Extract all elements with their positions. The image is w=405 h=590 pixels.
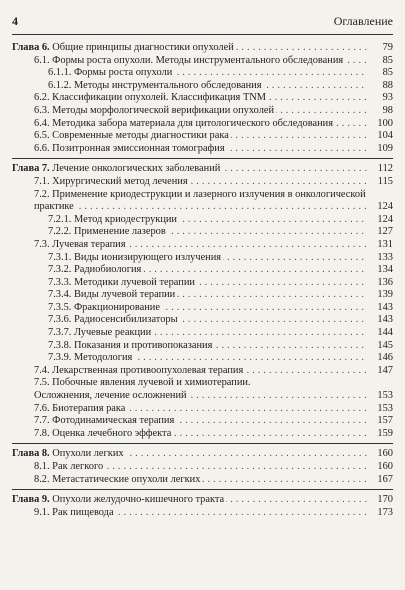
table-of-contents bbox=[12, 42, 393, 526]
toc-entry-text bbox=[34, 377, 367, 390]
toc-entry[interactable] bbox=[12, 92, 393, 105]
chapter-label: Глава 9. bbox=[12, 494, 50, 506]
chapter-label: Глава 8. bbox=[12, 448, 50, 460]
toc-entry-text bbox=[12, 448, 367, 461]
toc-entry[interactable] bbox=[12, 143, 393, 156]
toc-page-number: 173 bbox=[367, 507, 393, 520]
toc-entry[interactable] bbox=[12, 252, 393, 265]
entry-title: 7.6. Биотерапия рака bbox=[34, 402, 126, 414]
entry-title: 7.3.2. Радиобиология bbox=[48, 264, 142, 276]
toc-entry[interactable] bbox=[12, 340, 393, 353]
entry-title: 7.3.3. Методики лучевой терапии bbox=[48, 276, 195, 288]
entry-title: 7.3.1. Виды ионизирующего излучения bbox=[48, 251, 222, 263]
toc-page-number: 145 bbox=[367, 340, 393, 353]
toc-entry[interactable] bbox=[12, 289, 393, 302]
toc-chapter-section bbox=[12, 448, 393, 490]
toc-page-number: 109 bbox=[367, 143, 393, 156]
toc-entry[interactable] bbox=[12, 226, 393, 239]
toc-entry[interactable] bbox=[12, 403, 393, 416]
toc-page-number: 153 bbox=[367, 403, 393, 416]
toc-entry-text bbox=[34, 143, 367, 156]
toc-entry[interactable] bbox=[12, 214, 393, 227]
toc-entry[interactable] bbox=[12, 277, 393, 290]
entry-title: 6.1. Формы роста опухоли. Методы инструментального обследования bbox=[34, 54, 344, 66]
toc-page-number: 167 bbox=[367, 474, 393, 487]
toc-entry[interactable] bbox=[12, 189, 393, 214]
toc-page-number: 136 bbox=[367, 277, 393, 290]
toc-entry[interactable] bbox=[12, 176, 393, 189]
toc-entry-text bbox=[48, 340, 367, 353]
toc-page-number: 144 bbox=[367, 327, 393, 340]
toc-chapter-section bbox=[12, 163, 393, 444]
entry-title: 7.1. Хирургический метод лечения bbox=[34, 175, 188, 187]
toc-page-number: 124 bbox=[367, 214, 393, 227]
entry-title: 6.5. Современные методы диагностики рака bbox=[34, 130, 229, 142]
toc-entry[interactable] bbox=[12, 428, 393, 441]
toc-chapter-entry[interactable] bbox=[12, 494, 393, 507]
page-number: 4 bbox=[12, 14, 18, 28]
toc-page-number: 88 bbox=[367, 80, 393, 93]
toc-page-number: 159 bbox=[367, 428, 393, 441]
toc-entry-text bbox=[48, 327, 367, 340]
toc-entry[interactable] bbox=[12, 377, 393, 390]
entry-title: 7.3. Лучевая терапия bbox=[34, 238, 126, 250]
toc-page-number: 79 bbox=[367, 42, 393, 55]
toc-entry[interactable] bbox=[12, 415, 393, 428]
toc-chapter-entry[interactable] bbox=[12, 42, 393, 55]
toc-page-number: 93 bbox=[367, 92, 393, 105]
entry-title: 7.4. Лекарственная противоопухолевая терапия bbox=[34, 364, 244, 376]
toc-entry-text bbox=[48, 277, 367, 290]
toc-entry-text bbox=[48, 226, 367, 239]
toc-entry[interactable] bbox=[12, 105, 393, 118]
toc-entry-text bbox=[48, 214, 367, 227]
toc-page-number: 146 bbox=[367, 352, 393, 365]
toc-entry-text bbox=[48, 289, 367, 302]
entry-title: 8.2. Метастатические опухоли легких bbox=[34, 473, 201, 485]
toc-entry-text bbox=[34, 189, 367, 214]
toc-entry[interactable] bbox=[12, 461, 393, 474]
toc-chapter-entry[interactable] bbox=[12, 163, 393, 176]
entry-title: 6.2. Классификации опухолей. Классификация TNM bbox=[34, 92, 267, 104]
toc-entry-text bbox=[12, 42, 367, 55]
entry-title: 7.2.1. Метод криодеструкции bbox=[48, 213, 177, 225]
toc-entry[interactable] bbox=[12, 507, 393, 520]
toc-entry-text bbox=[12, 494, 367, 507]
entry-title: 6.3. Методы морфологической верификации опухолей bbox=[34, 104, 275, 116]
toc-entry[interactable] bbox=[12, 55, 393, 68]
toc-chapter-section bbox=[12, 42, 393, 159]
entry-title: 6.4. Методика забора материала для цитологического обследования bbox=[34, 117, 333, 129]
toc-entry[interactable] bbox=[12, 365, 393, 378]
toc-page-number: 112 bbox=[367, 163, 393, 176]
toc-chapter-entry[interactable] bbox=[12, 448, 393, 461]
toc-page-number: 124 bbox=[367, 201, 393, 214]
entry-title: 7.2.2. Применение лазеров bbox=[48, 226, 166, 238]
chapter-label: Глава 6. bbox=[12, 42, 50, 53]
toc-entry-text bbox=[48, 314, 367, 327]
toc-page-number: 98 bbox=[367, 105, 393, 118]
toc-page-number: 104 bbox=[367, 130, 393, 143]
toc-page-number: 85 bbox=[367, 55, 393, 68]
toc-page-number: 127 bbox=[367, 226, 393, 239]
entry-title: 7.7. Фотодинамическая терапия bbox=[34, 415, 175, 427]
entry-title: 6.6. Позитронная эмиссионная томография bbox=[34, 142, 225, 154]
toc-page-number: 147 bbox=[367, 365, 393, 378]
toc-entry[interactable] bbox=[12, 314, 393, 327]
toc-entry-text bbox=[34, 105, 367, 118]
toc-entry-text bbox=[48, 252, 367, 265]
entry-title: 7.3.4. Виды лучевой терапии bbox=[48, 289, 176, 301]
toc-page-number: 143 bbox=[367, 314, 393, 327]
toc-entry[interactable] bbox=[12, 352, 393, 365]
toc-page-number: 153 bbox=[367, 390, 393, 403]
toc-entry[interactable] bbox=[12, 80, 393, 93]
entry-title: Опухоли легких bbox=[49, 448, 124, 460]
toc-page-number: 160 bbox=[367, 461, 393, 474]
entry-title: 6.1.1. Формы роста опухоли bbox=[48, 67, 173, 79]
toc-page-number: 131 bbox=[367, 239, 393, 252]
entry-title: 6.1.2. Методы инструментального обследования bbox=[48, 79, 262, 91]
toc-page-number: 139 bbox=[367, 289, 393, 302]
entry-title: 7.3.8. Показания и противопоказания bbox=[48, 339, 213, 351]
toc-entry-text bbox=[48, 302, 367, 315]
entry-title: 7.2. Применение криодеструкции и лазерного излучения в онкологической практике bbox=[34, 188, 366, 213]
entry-title: 9.1. Рак пищевода bbox=[34, 506, 114, 518]
toc-entry-text bbox=[34, 130, 367, 143]
entry-title: 7.3.6. Радиосенсибилизаторы bbox=[48, 314, 178, 326]
page-header bbox=[12, 14, 393, 32]
toc-entry-text bbox=[34, 390, 367, 403]
toc-entry[interactable] bbox=[12, 118, 393, 131]
toc-page-number: 157 bbox=[367, 415, 393, 428]
toc-entry-text bbox=[34, 428, 367, 441]
toc-page-number: 143 bbox=[367, 302, 393, 315]
toc-page-number: 85 bbox=[367, 67, 393, 80]
toc-entry-text bbox=[34, 507, 367, 520]
toc-entry-text bbox=[48, 67, 367, 80]
header-rule bbox=[12, 34, 393, 35]
toc-entry-text bbox=[48, 264, 367, 277]
entry-title: Осложнения, лечение осложнений bbox=[34, 390, 187, 402]
toc-entry-text bbox=[48, 80, 367, 93]
toc-entry[interactable] bbox=[12, 67, 393, 80]
toc-entry-text bbox=[34, 461, 367, 474]
entry-title: Опухоли желудочно-кишечного тракта bbox=[49, 494, 225, 506]
toc-entry-text bbox=[34, 415, 367, 428]
toc-entry-text bbox=[34, 365, 367, 378]
toc-entry-text bbox=[34, 176, 367, 189]
toc-entry-text bbox=[34, 55, 367, 68]
toc-entry-text bbox=[34, 474, 367, 487]
toc-entry-text bbox=[34, 239, 367, 252]
toc-entry[interactable] bbox=[12, 302, 393, 315]
entry-title: Общие принципы диагностики опухолей bbox=[49, 42, 234, 53]
entry-title: 7.8. Оценка лечебного эффекта bbox=[34, 427, 172, 439]
toc-page-number: 160 bbox=[367, 448, 393, 461]
toc-entry[interactable] bbox=[12, 327, 393, 340]
toc-entry-text bbox=[12, 163, 367, 176]
toc-entry-text bbox=[34, 403, 367, 416]
toc-chapter-section bbox=[12, 494, 393, 522]
toc-entry[interactable] bbox=[12, 264, 393, 277]
toc-entry[interactable] bbox=[12, 130, 393, 143]
running-title: Оглавление bbox=[333, 14, 393, 28]
chapter-label: Глава 7. bbox=[12, 163, 50, 175]
entry-title: 7.3.5. Фракционирование bbox=[48, 301, 160, 313]
toc-entry[interactable] bbox=[12, 390, 393, 403]
toc-entry[interactable] bbox=[12, 239, 393, 252]
toc-page-number: 134 bbox=[367, 264, 393, 277]
toc-entry-text bbox=[34, 92, 367, 105]
toc-entry[interactable] bbox=[12, 474, 393, 487]
toc-page-number: 115 bbox=[367, 176, 393, 189]
toc-page-number: 133 bbox=[367, 252, 393, 265]
entry-title: 8.1. Рак легкого bbox=[34, 461, 104, 472]
toc-entry-text bbox=[34, 118, 367, 131]
toc-page-number: 100 bbox=[367, 118, 393, 131]
entry-title: Лечение онкологических заболеваний bbox=[49, 163, 221, 175]
entry-title: 7.3.9. Методология bbox=[48, 352, 133, 364]
entry-title: 7.5. Побочные явления лучевой и химиотерапии. bbox=[34, 377, 251, 389]
toc-entry-text bbox=[48, 352, 367, 365]
toc-page-number: 170 bbox=[367, 494, 393, 507]
entry-title: 7.3.7. Лучевые реакции bbox=[48, 327, 152, 339]
